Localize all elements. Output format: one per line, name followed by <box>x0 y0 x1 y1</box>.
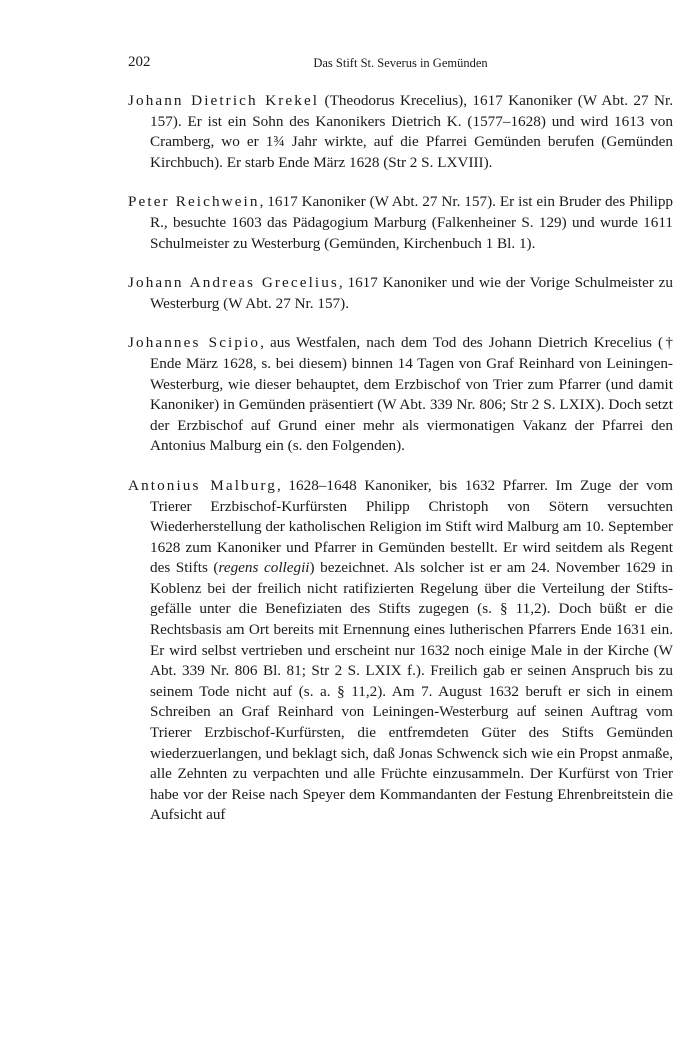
entry-text: , 1628–1648 Kanoniker, bis 1632 Pfarrer. Im Zuge der vom Trierer Erzbischof-Kurfürsten Philipp Christoph von Sötern versuchten Wiederherstellung der katholischen Religion im Stift wird Malburg am 10. September 1628 zum Kanoniker und Pfarrer in Gemünden bestellt. Er wird seitdem als Regent des Stifts ( <box>150 476 673 577</box>
running-head-title: Das Stift St. Severus in Gemünden <box>313 56 488 70</box>
latin-term: regens collegii <box>218 559 310 577</box>
entry-scipio <box>128 333 673 457</box>
entry-name: Johann Andreas Grecelius <box>128 274 339 292</box>
entry-text: , 1617 Kanoniker und wie der Vorige Schulmeister zu Westerburg (W Abt. 27 Nr. 157). <box>150 274 673 312</box>
entry-name: Antonius Malburg <box>128 476 277 494</box>
document-page <box>128 54 673 826</box>
entry-text: , 1617 Kanoniker (W Abt. 27 Nr. 157). Er ist ein Bruder des Philipp R., besuchte 1603 das Pädagogium Marburg (Falkenheiner S. 129) und wurde 1611 Schulmeister zu Westerburg (Gemünden, Kirchenbuch 1 Bl. 1). <box>150 193 674 252</box>
entry-reichwein <box>128 192 673 254</box>
entry-krekel <box>128 91 673 173</box>
page-number: 202 <box>128 54 151 70</box>
entry-text: , aus Westfalen, nach dem Tod des Johann Dietrich Krecelius († Ende März 1628, s. bei diesem) binnen 14 Tagen von Graf Reinhard von Leiningen-Westerburg, wie dieser behauptet, dem Erzbischof von Trier zum Pfarrer (und damit Kanoniker) in Gemünden präsentiert (W Abt. 339 Nr. 806; Str 2 S. LXIX). Doch setzt der Erzbischof auf Grund einer mehr als viermonatigen Vakanz der Pfarrei den Antonius Malburg ein (s. den Folgenden). <box>150 334 673 455</box>
running-head <box>128 54 673 76</box>
entry-name: Peter Reichwein <box>128 193 260 211</box>
entry-name: Johannes Scipio <box>128 334 261 352</box>
entry-name: Johann Dietrich Krekel <box>128 92 320 109</box>
entry-grecelius <box>128 273 673 314</box>
entry-text: (Theodorus Krecelius), 1617 Kanoniker (W Abt. 27 Nr. 157). Er ist ein Sohn des Kanonikers Dietrich K. (1577–1628) und wird 1613 von Cramberg, wo er 1¾ Jahr wirkte, auf die Pfarrei Gemünden berufen (Gemünden Kirchbuch). Er starb Ende März 1628 (Str 2 S. LXVIII). <box>150 92 673 171</box>
entry-malburg <box>128 476 673 826</box>
entry-text-continued: ) bezeichnet. Als solcher ist er am 24. November 1629 in Koblenz bei der freilich nicht ratifizierten Regelung über die Verteilung der Stiftsgefälle unter die Benefiziaten des Stifts zugegen (s. § 11,2). Doch büßt er die Rechtsbasis am Ort bereits mit Ernennung eines lutherischen Pfarrers Ende 1631 ein. Er wird selbst vertrieben und erscheint nur 1632 noch einige Male in der Kirche (W Abt. 339 Nr. 806 Bl. 81; Str 2 S. LXIX f.). Freilich gab er seinen Anspruch bis zu seinem Tode nicht auf (s. a. § 11,2). Am 7. August 1632 beruft er sich in einem Schreiben an Graf Reinhard von Leiningen-Westerburg auf seinen Auftrag vom Trierer Erzbischof-Kurfürsten, die entfremdeten Güter des Stifts Gemünden wiederzuerlangen, und beklagt sich, daß Jonas Schwenck sich wie ein Propst anmaße, alle Zehnten zu verpachten und alle Früchte einzusammeln. Der Kurfürst von Trier habe vor der Reise nach Speyer dem Kommandanten der Festung Ehrenbreitstein die Aufsicht auf <box>150 559 673 824</box>
